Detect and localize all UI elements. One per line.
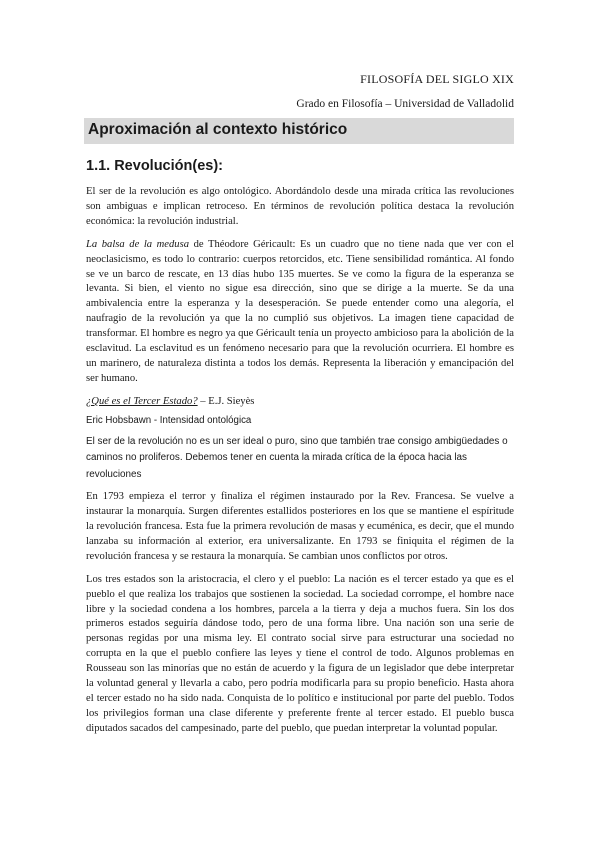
hobsbawn-quote: El ser de la revolución no es un ser ideal o puro, sino que también trae consigo ambigüedades o caminos no proliferos. Debemos tener en cuenta la mirada crítica de la época hacia las revoluciones — [86, 435, 508, 480]
subsection-heading: 1.1. Revolución(es): — [86, 158, 223, 174]
reference-title: ¿Qué es el Tercer Estado? — [86, 395, 198, 407]
reference-author: – E.J. Sieyès — [197, 395, 255, 407]
body-text — [86, 185, 514, 745]
paragraph-1793: En 1793 empieza el terror y finaliza el régimen instaurado por la Rev. Francesa. Se vuelve a instaurar la monarquía. Surgen diferentes estallidos posteriores en los que se mantiene el espíritude la revolución francesa. Esta fue la primera revolución de masas y ecuménica, es decir, que el mundo lanzaba su información al exterior, era universalizante. En 1793 se finiquita el régimen de la revolución francesa y se restaura la monarquía. Se cambian unos conflictos por otros. — [86, 491, 514, 562]
course-subtitle: Grado en Filosofía – Universidad de Valladolid — [296, 98, 514, 110]
painting-description: de Théodore Géricault: Es un cuadro que no tiene nada que ver con el neoclasicismo, es todo lo contrario: cuerpos retorcidos, etc. Tiene sensibilidad romántica. Al fondo se ve un barco de rescate, en 13 días hubo 135 muertes. Se ve como la figura de la esperanza se levanta. Si bien, el viento no sigue esa dirección, sino que se dirige a la muerte. Se da una ambivalencia entre la esperanza y la desesperación. Se puede entender como una alegoría, el naufragio de la revolución ya que la no cumplió sus objetivos. La imagen tiene capacidad de transformar. El hombre es negro ya que Géricault tenía un proyecto ambicioso para la abolición de la esclavitud. La esclavitud es un fenómeno necesario para que la revolución ocurriera. El hombre es un marinero, de naturaleza distinta a todos los demás. Representa la liberación y emancipación del ser humano. — [86, 238, 515, 384]
paragraph-painting — [86, 238, 514, 387]
paragraph-three-estates: Los tres estados son la aristocracia, el clero y el pueblo: La nación es el tercer estado ya que es el pueblo el que realiza los trabajos que sostienen la sociedad. La sociedad corrompe, el hombre nace libre y la sociedad condena a los hombres, parcela a la tierra y deja a muchos fuera. Sin los dos primeros estados seguiría dándose todo, pero de una forma libre. Una nación son una serie de personas regidas por una misma ley. El contrato social sirve para estructurar una sociedad no corrupta en la que el pueblo confiere las leyes y tiene el control de todo. Algunos problemas en Rousseau son las minorías que no están de acuerdo y la figura de un legislador que debe interpretar la voluntad general y llevarla a cabo, pero podría modificarla para su propio beneficio. Hasta ahora el tercer estado no ha sido nada. Conquista de lo político e institucional por parte del pueblo. Todos los privilegios forman una clase diferente y preferente frente al tercer estado. El pueblo busca diputados sacados del campesinado, parte del pueblo, que puedan interpretar la voluntad popular. — [86, 573, 514, 734]
paragraph-intro: El ser de la revolución es algo ontológico. Abordándolo desde una mirada crítica las revoluciones son ambiguas e implican retroceso. En términos de revolución política destaca la revolución económica: la revolución industrial. — [86, 186, 514, 227]
section-heading: Aproximación al contexto histórico — [88, 121, 348, 138]
hobsbawn-label: Eric Hobsbawn - Intensidad ontológica — [86, 414, 252, 426]
course-title: FILOSOFÍA DEL SIGLO XIX — [360, 72, 514, 86]
paragraph-reference — [86, 395, 514, 410]
painting-title: La balsa de la medusa — [86, 238, 190, 250]
